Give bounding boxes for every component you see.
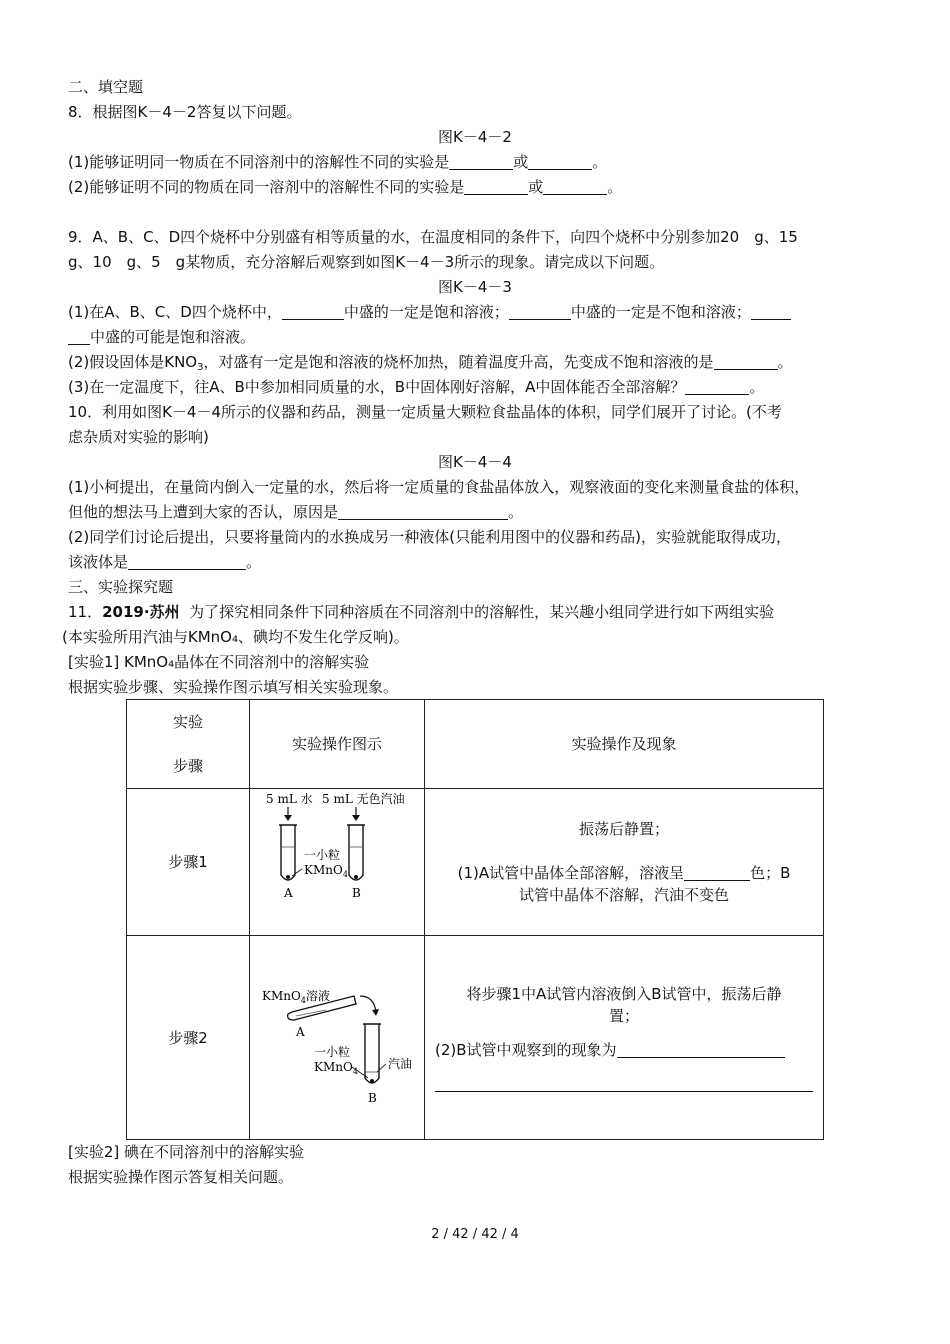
answer-blank[interactable] (338, 503, 508, 520)
header-diagram: 实验操作图示 (250, 700, 425, 789)
question-10-part-1-line-1: (1)小柯提出，在量筒内倒入一定量的水，然后将一定质量的食盐晶体放入，观察液面的变化来测量食盐的体积， (68, 478, 810, 496)
question-8-stem: 8．根据图K－4－2答复以下问题。 (68, 103, 302, 121)
test-tube-a (281, 825, 295, 880)
question-10-part-2-line-2: 该液体是 。 (68, 553, 262, 571)
page-number: 2 / 42 / 42 / 4 (431, 1227, 519, 1242)
test-tube-b (349, 825, 363, 880)
experiment-2-title: [实验2] 碘在不同溶剂中的溶解实验 (68, 1143, 305, 1161)
test-tube-b (365, 1024, 379, 1083)
label-b: B (352, 886, 361, 900)
arrow-head (284, 815, 292, 821)
label-grain: 一小粒 (304, 848, 341, 862)
question-9-stem-line-2: g、10 g、5 g某物质，充分溶解后观察到如图K－4－3所示的现象。请完成以下问题。 (68, 253, 665, 271)
header-step: 实验 步骤 (127, 700, 250, 789)
figure-caption-k-4-4: 图K－4－4 (438, 453, 512, 471)
question-10-stem-line-1: 10．利用如图K－4－4所示的仪器和药品，测量一定质量大颗粒食盐晶体的体积，同学们展开了讨论。(不考 (68, 403, 782, 421)
crystal-grain (370, 1079, 374, 1083)
pour-arrow (360, 996, 376, 1012)
test-tubes-diagram (252, 789, 422, 929)
step-1-operation-cell: 振荡后静置； (1)A试管中晶体全部溶解，溶液呈 色；B 试管中晶体不溶解，汽油不变色 (425, 789, 824, 936)
question-8-part-1: (1)能够证明同一物质在不同溶剂中的溶解性不同的实验是 或 。 (68, 153, 608, 171)
question-9-part-3: (3)在一定温度下，往A、B中参加相同质量的水，B中固体刚好溶解，A中固体能否全部溶解？ 。 (68, 378, 765, 396)
label-b: B (368, 1090, 377, 1105)
figure-caption-k-4-2: 图K－4－2 (438, 128, 512, 146)
label-a: A (284, 886, 293, 900)
question-8-part-2: (2)能够证明不同的物质在同一溶剂中的溶解性不同的实验是 或 。 (68, 178, 623, 196)
figure-caption-k-4-3: 图K－4－3 (438, 278, 512, 296)
answer-blank[interactable] (543, 178, 607, 195)
question-source: 2019·苏州 (102, 603, 180, 621)
label-kmno4: KMnO$_4$ (314, 1059, 358, 1076)
step-1-diagram-cell (250, 789, 425, 936)
step-label: 步骤2 (127, 936, 250, 1140)
question-10-part-1-line-2: 但他的想法马上遭到大家的否认，原因是 。 (68, 503, 524, 521)
step-label: 步骤1 (127, 789, 250, 936)
question-9-part-2: (2)假设固体是$KNO_3$，对盛有一定是饱和溶液的烧杯加热，随着温度升高，先变成不饱和溶液的是 。 (68, 353, 793, 373)
answer-blank[interactable] (68, 328, 90, 345)
answer-blank[interactable] (282, 303, 344, 320)
question-9-part-1: (1)在A、B、C、D四个烧杯中， 中盛的一定是饱和溶液； 中盛的一定是不饱和溶液； (68, 301, 884, 323)
answer-blank[interactable] (751, 303, 791, 320)
answer-blank[interactable] (617, 1041, 785, 1058)
answer-blank[interactable] (714, 353, 778, 370)
question-10-stem-line-2: 虑杂质对实验的影响) (68, 428, 209, 446)
answer-blank[interactable] (685, 378, 749, 395)
question-11-stem-line-1: 11．2019·苏州 为了探究相同条件下同种溶质在不同溶剂中的溶解性，某兴趣小组同学进行如下两组实验 (68, 603, 775, 621)
answer-blank[interactable] (509, 303, 571, 320)
experiment-1-title: [实验1] KMnO₄晶体在不同溶剂中的溶解实验 (68, 653, 370, 671)
header-operation: 实验操作及现象 (425, 700, 824, 789)
label-kmno4: KMnO$_4$ (304, 863, 348, 879)
question-9-part-1-cont: 中盛的可能是饱和溶液。 (68, 326, 884, 348)
question-9-stem-line-1: 9．A、B、C、D四个烧杯中分别盛有相等质量的水，在温度相同的条件下，向四个烧杯中分别参加20 g、15 (68, 228, 798, 246)
section-heading-experiment: 三、实验探究题 (68, 578, 174, 596)
pointer-line (292, 869, 302, 876)
crystal-grain (286, 875, 290, 879)
arrow-head (352, 815, 360, 821)
experiment-1-instruction: 根据实验步骤、实验操作图示填写相关实验现象。 (68, 678, 399, 696)
label-oil: 汽油 (388, 1056, 413, 1071)
step-2-operation-cell: 将步骤1中A试管内溶液倒入B试管中，振荡后静 置； (2)B试管中观察到的现象为 (425, 936, 824, 1140)
label-a: A (296, 1024, 305, 1039)
label-solution: KMnO$_4$溶液 (262, 988, 330, 1005)
step-2-diagram-cell (250, 936, 425, 1140)
experiment-table (126, 699, 824, 1140)
section-heading-fill-in: 二、填空题 (68, 78, 144, 96)
table-row (127, 789, 824, 936)
arrow-head (372, 1009, 379, 1016)
label-water: 5 mL 水 (266, 792, 313, 806)
question-10-part-2-line-1: (2)同学们讨论后提出，只要将量筒内的水换成另一种液体(只能利用图中的仪器和药品)，实验就能取得成功， (68, 528, 791, 546)
answer-blank[interactable] (464, 178, 528, 195)
answer-blank[interactable] (684, 864, 750, 881)
table-row (127, 936, 824, 1140)
label-grain: 一小粒 (314, 1044, 351, 1059)
question-11-stem-line-2: (本实验所用汽油与KMnO₄、碘均不发生化学反响)。 (62, 628, 409, 646)
answer-blank[interactable] (449, 153, 513, 170)
label-oil: 5 mL 无色汽油 (322, 792, 405, 806)
crystal-grain (354, 875, 358, 879)
experiment-2-instruction: 根据实验操作图示答复相关问题。 (68, 1168, 294, 1186)
answer-blank[interactable] (128, 553, 246, 570)
pouring-diagram (252, 960, 422, 1110)
answer-blank[interactable] (435, 1075, 813, 1092)
answer-blank[interactable] (528, 153, 592, 170)
table-header-row (127, 700, 824, 789)
